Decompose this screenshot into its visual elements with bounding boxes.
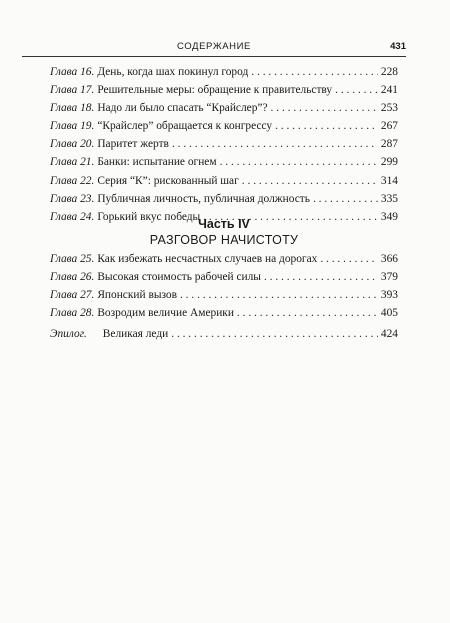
- dot-leader: [242, 175, 378, 187]
- part-heading: [50, 217, 398, 249]
- chapter-title: Возродим величие Америки: [97, 307, 234, 320]
- chapter-number: Глава 18.: [50, 102, 95, 115]
- epilogue-page: 424: [380, 328, 398, 341]
- chapter-page: 267: [380, 120, 398, 133]
- dot-leader: [335, 84, 378, 96]
- chapter-page: 228: [380, 66, 398, 78]
- chapter-number: Глава 16.: [50, 66, 95, 78]
- dot-leader: [264, 271, 378, 283]
- toc-entry: [50, 66, 398, 84]
- dot-leader: [313, 193, 378, 205]
- header-rule: [22, 56, 406, 57]
- chapter-title: Горький вкус победы: [97, 210, 201, 223]
- chapter-number: Глава 25.: [50, 253, 95, 265]
- toc-entry: [50, 193, 398, 211]
- chapter-number: Глава 27.: [50, 289, 95, 302]
- toc-entry: [50, 271, 398, 289]
- chapter-title: Надо ли было спасать “Крайслер”?: [97, 102, 268, 115]
- dot-leader: [320, 253, 378, 265]
- chapter-number: Глава 26.: [50, 271, 95, 284]
- chapter-title: Паритет жертв: [97, 138, 169, 151]
- epilogue-label: Эпилог.: [50, 328, 87, 341]
- chapter-title: Серия “К”: рискованный шаг: [97, 174, 239, 187]
- chapter-title: День, когда шах покинул город: [97, 66, 249, 78]
- toc-list-part-iii: [50, 66, 398, 229]
- chapter-number: Глава 28.: [50, 307, 95, 320]
- dot-leader: [180, 289, 378, 301]
- toc-entry: [50, 175, 398, 193]
- chapter-number: Глава 24.: [50, 210, 95, 223]
- chapter-number: Глава 20.: [50, 138, 95, 151]
- chapter-page: 299: [380, 156, 398, 169]
- toc-entry: [50, 138, 398, 156]
- chapter-number: Глава 17.: [50, 84, 95, 97]
- chapter-page: 393: [380, 289, 398, 302]
- toc-entry: [50, 120, 398, 138]
- dot-leader: [171, 328, 378, 340]
- toc-entry: [50, 253, 398, 271]
- chapter-title: Банки: испытание огнем: [97, 156, 217, 169]
- part-title: РАЗГОВОР НАЧИСТОТУ: [149, 233, 299, 247]
- chapter-page: 287: [380, 138, 398, 151]
- dot-leader: [275, 120, 378, 132]
- dot-leader: [251, 66, 378, 78]
- dot-leader: [172, 138, 378, 150]
- toc-list-part-iv: [50, 253, 398, 346]
- chapter-page: 253: [380, 102, 398, 115]
- chapter-page: 379: [380, 271, 398, 284]
- chapter-page: 405: [380, 307, 398, 320]
- part-number: Часть IV: [198, 217, 250, 231]
- dot-leader: [271, 102, 378, 114]
- running-title: СОДЕРЖАНИЕ: [177, 41, 251, 52]
- chapter-number: Глава 19.: [50, 120, 95, 133]
- chapter-title: Решительные меры: обращение к правительству: [97, 84, 333, 97]
- toc-entry: [50, 84, 398, 102]
- dot-leader: [220, 156, 378, 168]
- toc-entry: [50, 102, 398, 120]
- chapter-number: Глава 23.: [50, 192, 95, 205]
- chapter-number: Глава 22.: [50, 174, 95, 187]
- running-head: [22, 41, 406, 55]
- toc-entry: [50, 307, 398, 325]
- chapter-page: 241: [380, 84, 398, 97]
- toc-entry: [50, 156, 398, 174]
- chapter-title: “Крайслер” обращается к конгрессу: [97, 120, 273, 133]
- epilogue-title: Великая леди: [102, 328, 169, 341]
- chapter-page: 314: [380, 174, 398, 187]
- dot-leader: [237, 307, 378, 319]
- chapter-page: 349: [380, 210, 398, 223]
- chapter-title: Японский вызов: [97, 289, 177, 302]
- chapter-page: 366: [380, 253, 398, 265]
- chapter-number: Глава 21.: [50, 156, 95, 169]
- chapter-title: Высокая стоимость рабочей силы: [97, 271, 261, 284]
- toc-entry: [50, 289, 398, 307]
- chapter-page: 335: [380, 192, 398, 205]
- toc-entry-epilogue: [50, 328, 398, 346]
- chapter-title: Публичная личность, публичная должность: [97, 192, 310, 205]
- chapter-title: Как избежать несчастных случаев на дорогах: [97, 253, 318, 265]
- page-number: 431: [390, 41, 406, 52]
